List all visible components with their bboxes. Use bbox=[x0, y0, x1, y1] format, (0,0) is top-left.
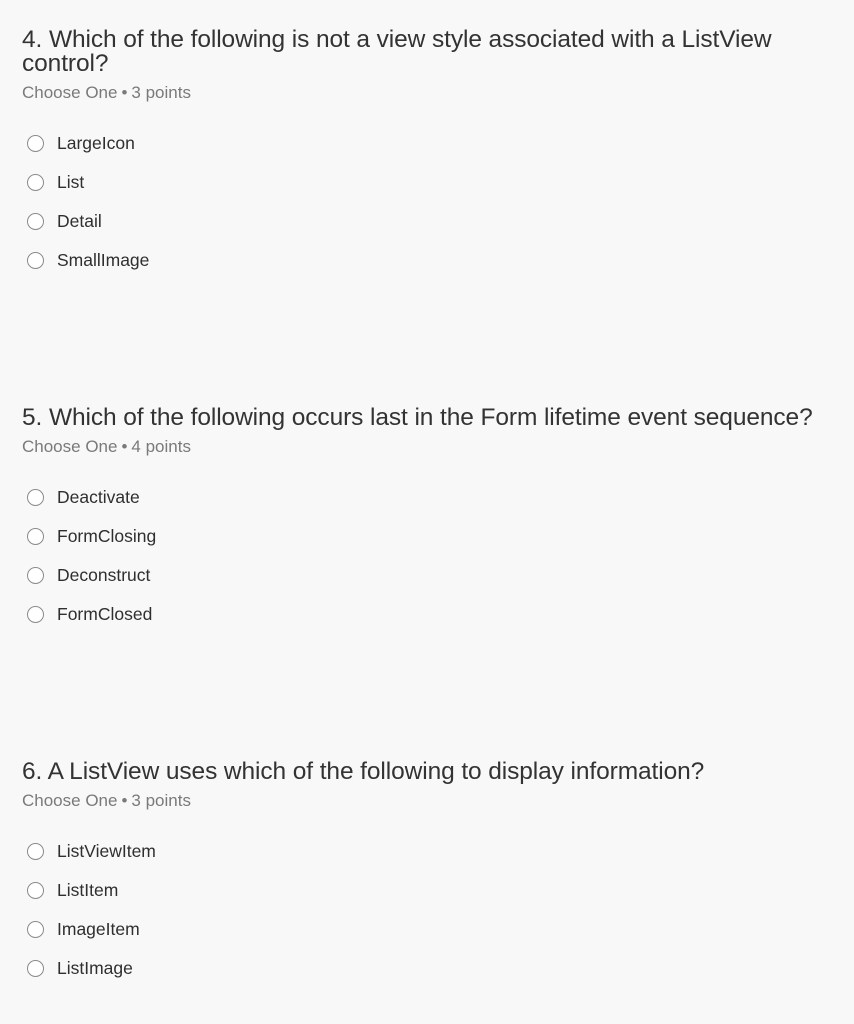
radio-button[interactable] bbox=[27, 489, 44, 506]
answer-option[interactable] bbox=[27, 832, 156, 871]
option-label: Deactivate bbox=[57, 487, 140, 507]
radio-button[interactable] bbox=[27, 843, 44, 860]
answer-option[interactable] bbox=[27, 202, 149, 241]
question-points: 4 points bbox=[131, 437, 191, 456]
answer-option[interactable] bbox=[27, 556, 156, 595]
radio-button[interactable] bbox=[27, 213, 44, 230]
meta-separator: • bbox=[121, 791, 128, 810]
question-5 bbox=[22, 404, 822, 624]
question-meta bbox=[22, 789, 822, 813]
option-label: ListViewItem bbox=[57, 841, 156, 861]
radio-button[interactable] bbox=[27, 606, 44, 623]
option-label: Detail bbox=[57, 211, 102, 231]
question-6 bbox=[22, 758, 822, 978]
option-label: List bbox=[57, 172, 85, 192]
option-label: FormClosed bbox=[57, 604, 153, 624]
answer-options bbox=[27, 124, 149, 280]
question-title: 5. Which of the following occurs last in the Form lifetime event sequence? bbox=[22, 404, 813, 431]
radio-button[interactable] bbox=[27, 252, 44, 269]
option-label: ImageItem bbox=[57, 919, 140, 939]
option-label: ListItem bbox=[57, 880, 119, 900]
question-4 bbox=[22, 26, 822, 270]
question-meta bbox=[22, 81, 822, 105]
answer-option[interactable] bbox=[27, 595, 156, 634]
option-label: ListImage bbox=[57, 958, 133, 978]
answer-option[interactable] bbox=[27, 910, 156, 949]
radio-button[interactable] bbox=[27, 174, 44, 191]
radio-button[interactable] bbox=[27, 882, 44, 899]
option-label: SmallImage bbox=[57, 250, 150, 270]
radio-button[interactable] bbox=[27, 921, 44, 938]
question-type: Choose One bbox=[22, 791, 118, 810]
question-meta bbox=[22, 435, 822, 459]
radio-button[interactable] bbox=[27, 567, 44, 584]
question-title: 4. Which of the following is not a view style associated with a ListView control? bbox=[22, 26, 772, 77]
question-type: Choose One bbox=[22, 83, 118, 102]
answer-option[interactable] bbox=[27, 949, 156, 988]
answer-options bbox=[27, 478, 156, 634]
answer-option[interactable] bbox=[27, 517, 156, 556]
meta-separator: • bbox=[121, 83, 128, 102]
question-points: 3 points bbox=[131, 791, 191, 810]
radio-button[interactable] bbox=[27, 135, 44, 152]
meta-separator: • bbox=[121, 437, 128, 456]
answer-option[interactable] bbox=[27, 124, 149, 163]
option-label: Deconstruct bbox=[57, 565, 151, 585]
option-label: FormClosing bbox=[57, 526, 157, 546]
answer-option[interactable] bbox=[27, 478, 156, 517]
answer-option[interactable] bbox=[27, 241, 149, 280]
answer-option[interactable] bbox=[27, 163, 149, 202]
radio-button[interactable] bbox=[27, 960, 44, 977]
question-type: Choose One bbox=[22, 437, 118, 456]
answer-options bbox=[27, 832, 156, 988]
radio-button[interactable] bbox=[27, 528, 44, 545]
question-title: 6. A ListView uses which of the following to display information? bbox=[22, 758, 705, 785]
option-label: LargeIcon bbox=[57, 133, 135, 153]
answer-option[interactable] bbox=[27, 871, 156, 910]
question-points: 3 points bbox=[131, 83, 191, 102]
